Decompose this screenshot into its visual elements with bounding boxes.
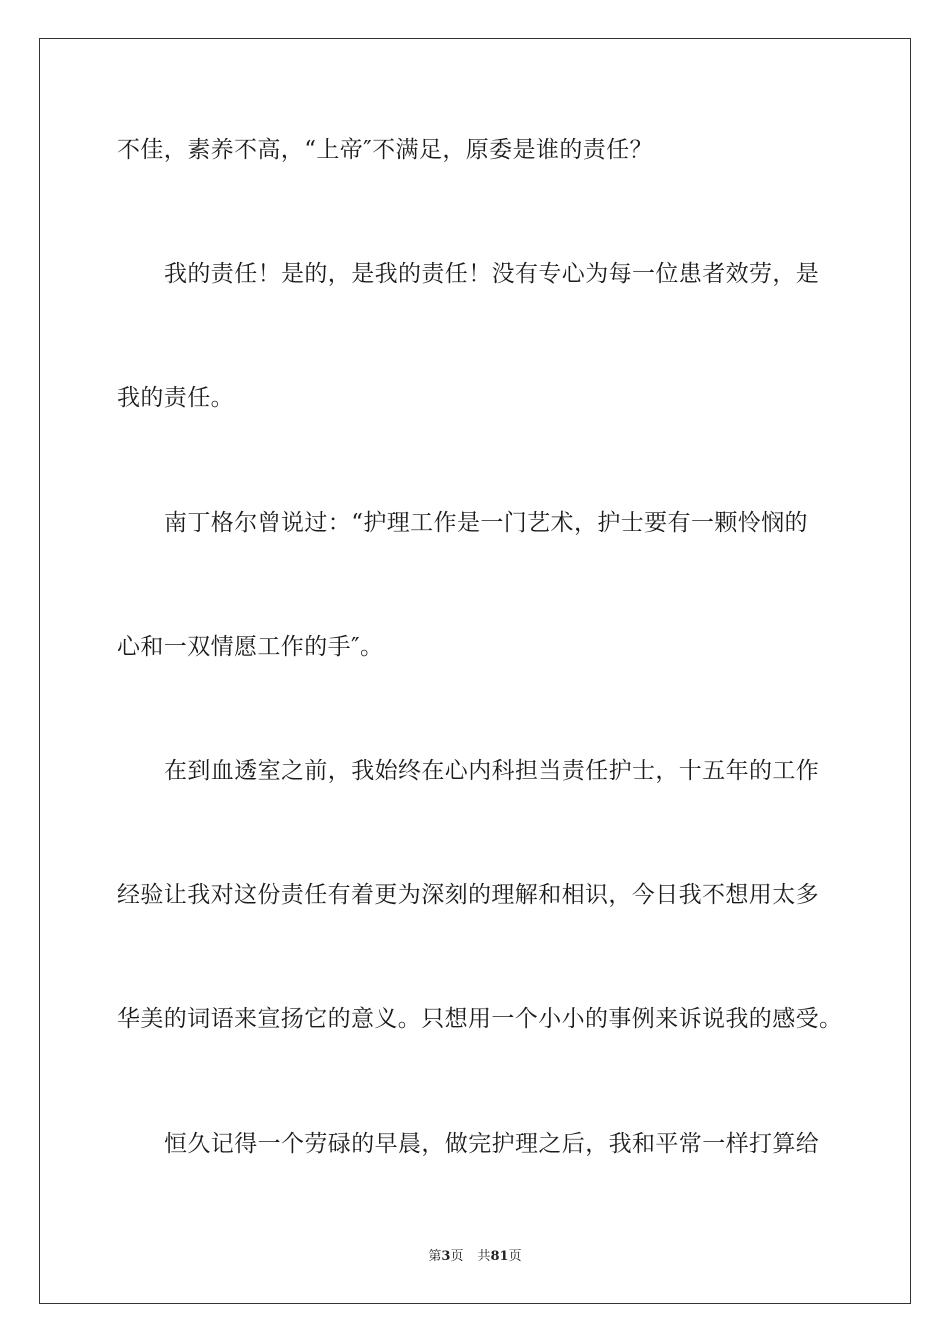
page-suffix: 页 [450,1249,464,1264]
page-footer [0,1248,950,1266]
text-line-8: 华美的词语来宣扬它的意义。只想用一个小小的事例来诉说我的感受。 [117,1006,843,1032]
page-prefix: 第 [428,1249,442,1264]
total-suffix: 页 [508,1249,522,1264]
text-line-6: 在到血透室之前，我始终在心内科担当责任护士，十五年的工作 [164,758,820,784]
page-number: 3 [441,1249,451,1264]
total-pages: 81 [490,1249,509,1264]
total-prefix: 共 [477,1249,491,1264]
text-line-7: 经验让我对这份责任有着更为深刻的理解和相识，今日我不想用太多 [117,882,819,908]
page-border [39,38,911,1304]
text-line-5: 心和一双情愿工作的手″。 [117,634,384,660]
text-line-3: 我的责任。 [117,385,234,411]
text-line-9: 恒久记得一个劳碌的早晨，做完护理之后，我和平常一样打算给 [164,1131,820,1157]
text-line-4: 南丁格尔曾说过：“护理工作是一门艺术，护士要有一颗怜悯的 [164,510,808,536]
text-line-2: 我的责任！是的，是我的责任！没有专心为每一位患者效劳，是 [164,261,820,287]
text-line-1: 不佳，素养不高，“上帝″不满足，原委是谁的责任？ [117,137,653,163]
